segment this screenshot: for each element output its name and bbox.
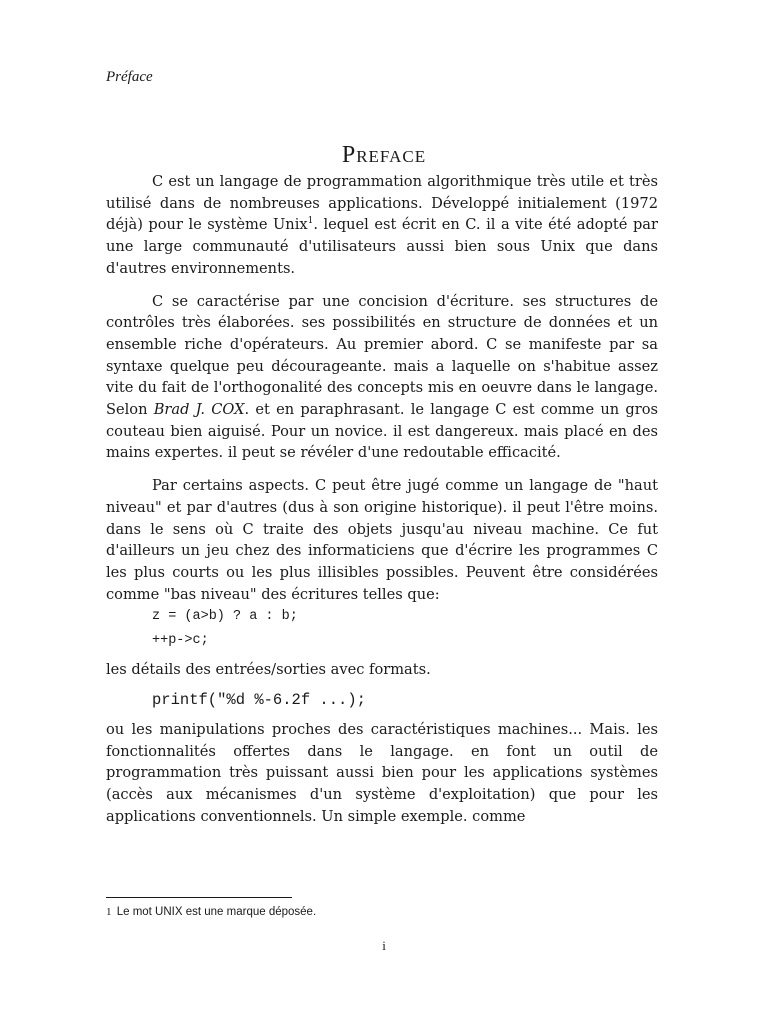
footnote-mark: 1 (106, 906, 112, 918)
paragraph-1 (106, 171, 658, 280)
paragraph-5: ou les manipulations proches des caractéristiques machines... Mais. les fonctionnalités offertes dans le langage. en font un outil de programmation très puissant aussi bien pour les applications systèmes (accès aux mécanismes d'un système d'exploitation) que pour les applications conventionnels. Un simple exemple. comme (106, 721, 658, 825)
paragraph-2-text-a: C se caractérise par une concision d'écriture. ses structures de contrôles très élaborées. ses possibilités en structure de données et un ensemble riche d'opérateurs. Au premier abord. C se manifeste par sa syntaxe quelque peu décourageante. mais a laquelle on s'habitue assez vite du fait de l'orthogonalité des concepts mis en oeuvre dans le langage. Selon (106, 292, 658, 419)
footnote-text: Le mot UNIX est une marque déposée. (116, 906, 317, 918)
footnote-divider (106, 897, 292, 898)
footnote-ref: 1 (307, 216, 314, 227)
code-line-1: z = (a>b) ? a : b; (152, 609, 298, 625)
code-line-3: printf("%d %-6.2f ...); (152, 691, 366, 710)
paragraph-2-text-b: . et en paraphrasant. le langage C est comme un gros couteau bien aiguisé. Pour un novice. il est dangereux. mais placé en des mains expertes. il peut se révéler d'une redoutable efficacité. (106, 401, 658, 462)
paragraph-3: Par certains aspects. C peut être jugé comme un langage de "haut niveau" et par d'autres (dus à son origine historique). il peut l'être moins. dans le sens où C traite des objets jusqu'au niveau machine. Ce fut d'ailleurs un jeu chez des informaticiens que d'écrire les programmes C les plus courts ou les plus illisibles possibles. Peuvent être considérées comme "bas niveau" des écritures telles que: (106, 477, 658, 603)
page-title: Preface (341, 142, 427, 169)
code-line-2: ++p->c; (152, 633, 209, 649)
paragraph-2 (106, 291, 658, 465)
page-number: i (382, 938, 386, 953)
running-head: Préface (106, 69, 153, 85)
author-name: Brad J. COX (153, 401, 245, 419)
paragraph-1-text-a: C est un langage de programmation algorithmique très utile et très utilisé dans de nombreuses applications. Développé initialement (1972 déjà) pour le système Unix (106, 173, 658, 234)
footnote (106, 906, 316, 918)
paragraph-1-text-b: . lequel est écrit en C. il a vite été adopté par une large communauté d'utilisateurs aussi bien sous Unix que dans d'autres environnements. (106, 216, 658, 277)
body-text (106, 171, 658, 828)
paragraph-4: les détails des entrées/sorties avec formats. (106, 661, 431, 679)
